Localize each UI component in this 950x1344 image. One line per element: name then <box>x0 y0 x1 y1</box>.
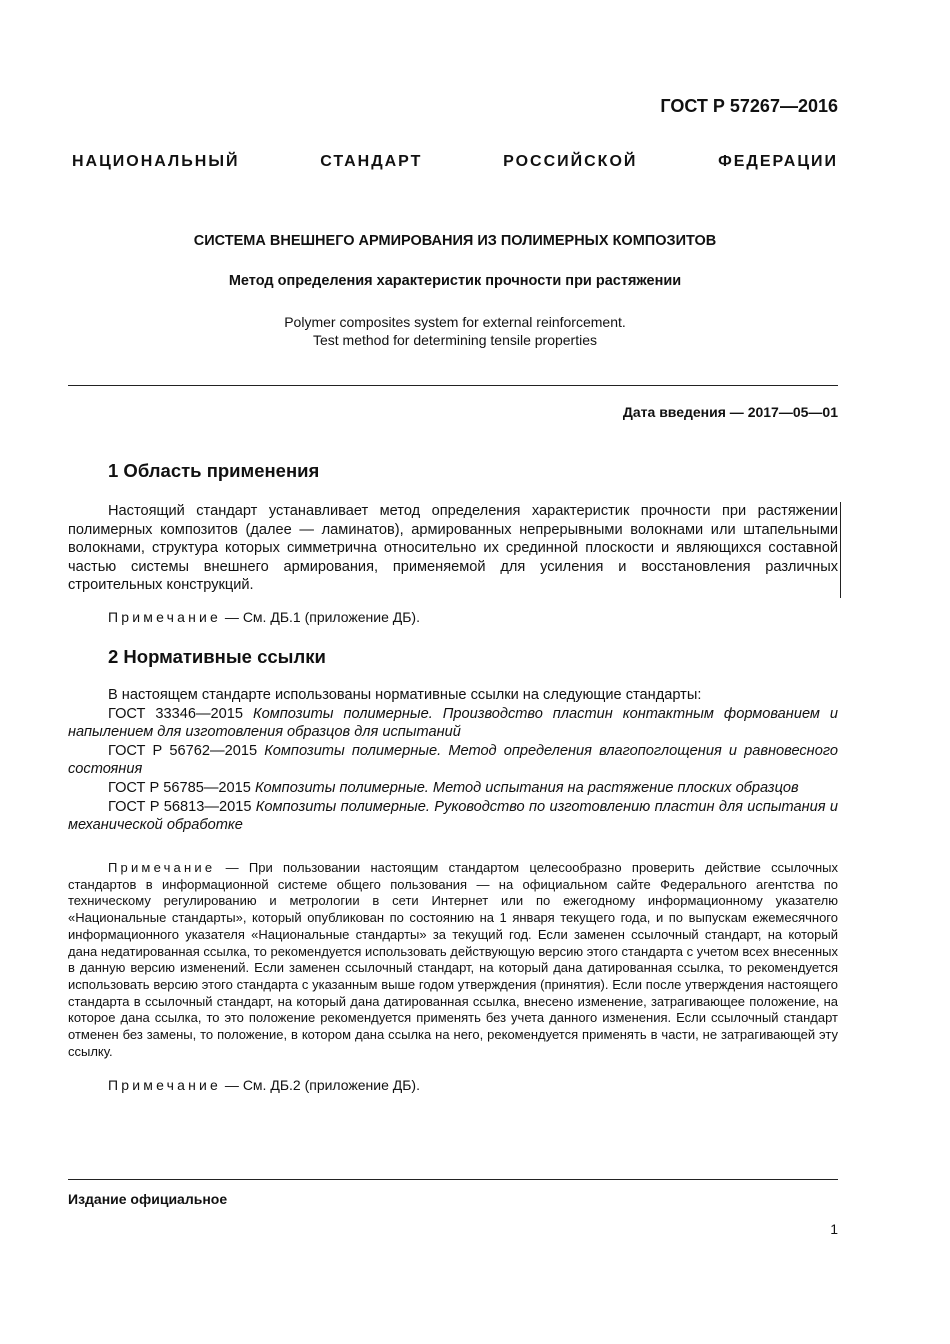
reference-title: Композиты полимерные. Руководство по изготовлению пластин для испытания и механической обработке <box>68 798 838 834</box>
english-title-line1: Polymer composites system for external reinforcement. <box>284 314 626 330</box>
note-label: Примечание <box>108 609 222 625</box>
section-1-heading: 1 Область применения <box>108 460 320 481</box>
gost-code: ГОСТ Р 57267—2016 <box>660 96 838 116</box>
section-1-paragraph: Настоящий стандарт устанавливает метод определения характеристик прочности при растяжении полимерных композитов (далее — ламинатов), армированных непрерывными волокнами или штапельными волокнами, структура которых симметрична относительно их срединной плоскости и являющихся составной частью системы внешнего армирования, применяемой для усиления и восстановления различных строительных конструкций. <box>68 503 838 594</box>
reference-code: ГОСТ 33346—2015 <box>108 705 253 722</box>
note-label: Примечание <box>108 860 216 875</box>
reference-item <box>68 742 838 779</box>
note-text: — При пользовании настоящим стандартом целесообразно проверить действие ссылочных стандартов в информационной системе общего пользования — на официальном сайте Федерального агентства по техническому регулированию и метрологии в сети Интернет или по ежегодному информационному указателю «Национальные стандарты», который опубликован по состоянию на 1 января текущего года, и по выпускам ежемесячного информационного указателя «Национальные стандарты» за текущий год. Если заменен ссылочный стандарт, на который дана недатированная ссылка, то рекомендуется использовать действующую версию этого стандарта с учетом всех внесенных в данную версию изменений. Если заменен ссылочный стандарт, на который дана датированная ссылка, то рекомендуется использовать версию этого стандарта с указанным выше годом утверждения (принятия). Если после утверждения настоящего стандарта в ссылочный стандарт, на который дана датированная ссылка, внесено изменение, затрагивающее положение, на которое дана ссылка, то это положение рекомендуется применять без учета данного изменения. Если ссылочный стандарт отменен без замены, то положение, в котором дана ссылка на него, рекомендуется применять в части, не затрагивающей эту ссылку. <box>68 860 838 1059</box>
national-standard-title: НАЦИОНАЛЬНЫЙ СТАНДАРТ РОССИЙСКОЙ ФЕДЕРАЦИИ <box>72 153 838 170</box>
note-label: Примечание <box>108 1077 222 1093</box>
section-1-note <box>68 609 838 626</box>
note-text: — См. ДБ.2 (приложение ДБ). <box>221 1077 420 1093</box>
header-divider <box>68 385 838 386</box>
section-2-note-1 <box>68 860 838 1060</box>
english-title <box>72 313 838 349</box>
reference-title: Композиты полимерные. Метод испытания на растяжение плоских образцов <box>254 779 799 796</box>
reference-title: Композиты полимерные. Метод определения влагопоглощения и равновесного состояния <box>68 742 838 778</box>
section-2-heading: 2 Нормативные ссылки <box>108 646 326 667</box>
english-title-line2: Test method for determining tensile properties <box>312 332 598 348</box>
section-2-note-2 <box>68 1077 838 1094</box>
section-1-text <box>68 502 838 595</box>
reference-item <box>68 705 838 742</box>
document-title: СИСТЕМА ВНЕШНЕГО АРМИРОВАНИЯ ИЗ ПОЛИМЕРНЫХ КОМПОЗИТОВ <box>193 233 717 249</box>
reference-code: ГОСТ Р 56785—2015 <box>108 779 255 796</box>
reference-code: ГОСТ Р 56813—2015 <box>108 798 256 815</box>
change-bar <box>840 502 841 598</box>
reference-title: Композиты полимерные. Производство пластин контактным формованием и напылением для изготовления образцов для испытаний <box>68 705 838 741</box>
section-2-references <box>68 686 838 835</box>
reference-item <box>68 779 838 798</box>
footer-divider <box>68 1179 838 1180</box>
references-intro: В настоящем стандарте использованы нормативные ссылки на следующие стандарты: <box>108 687 702 703</box>
document-subtitle: Метод определения характеристик прочности при растяжении <box>228 273 682 289</box>
note-text: — См. ДБ.1 (приложение ДБ). <box>221 609 420 625</box>
reference-code: ГОСТ Р 56762—2015 <box>108 742 265 759</box>
official-edition-label: Издание официальное <box>68 1191 228 1207</box>
introduction-date: Дата введения — 2017—05—01 <box>622 404 838 420</box>
reference-item <box>68 798 838 835</box>
page-number: 1 <box>830 1221 838 1237</box>
